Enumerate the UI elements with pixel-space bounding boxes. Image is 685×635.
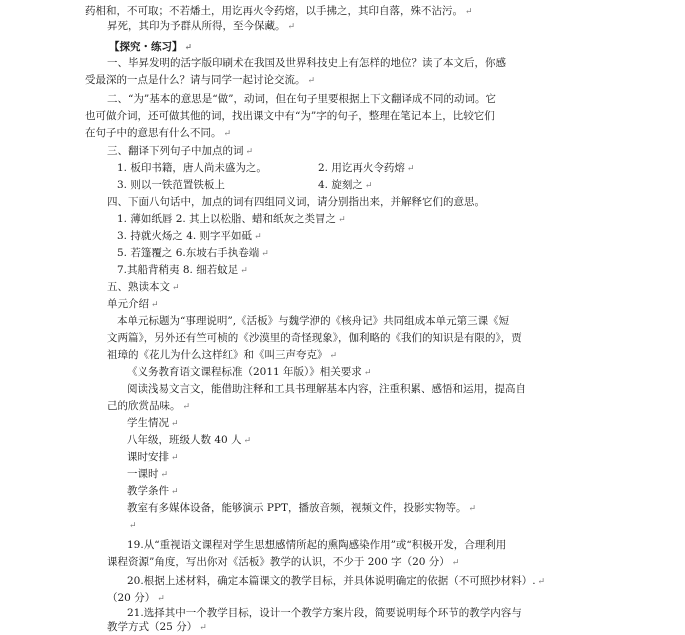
question-20: 20.根据上述材料，确定本篇课文的教学目标，并具体说明确定的依据（不可照抄材料）. ↵ [127, 575, 546, 587]
translation-item: 4. 旋刻之 ↵ [318, 179, 373, 191]
text-line: 在句子中的意思有什么不同。 ↵ [85, 127, 232, 139]
text-line: 文两篇》，另外还有竺可桢的《沙漠里的奇怪现象》，伽利略的《我们的知识是有限的》，贾 [107, 332, 522, 344]
text-line: 教室有多媒体设备，能够演示 PPT，播放音频，视频文件，投影实物等。 ↵ [127, 502, 477, 514]
translation-item: 3. 则以一铁范置铁板上 [117, 179, 225, 191]
text-line: 四、下面八句话中，加点的词有四组同义词，请分别指出来，并解释它们的意思。 [107, 196, 485, 208]
synonym-item: 3. 持就火炀之 4. 则字平如砥 ↵ [117, 230, 262, 242]
blank-line: ↵ [129, 521, 137, 531]
text-line: 阅读浅易文言文，能借助注释和工具书理解基本内容，注重积累、感悟和运用，提高自 [127, 383, 526, 395]
text-line: 三、翻译下列句子中加点的词 ↵ [107, 145, 254, 157]
text-line: 昇死，其印为予群从所得，至今保藏。 ↵ [107, 20, 296, 32]
question-20-cont: （20 分） ↵ [107, 592, 165, 604]
text-line: 己的欣赏品味。 ↵ [107, 400, 191, 412]
text-line: 受最深的一点是什么？请与同学一起讨论交流。 ↵ [85, 74, 316, 86]
text-line: 本单元标题为“事理说明”,《活板》与魏学洢的《核舟记》共同组成本单元第三课《短 [117, 315, 510, 327]
text-line: 二、“为”基本的意思是“做”，动词，但在句子里要根据上下文翻译成不同的动词。它 [107, 93, 496, 105]
section-heading: 《义务教育语文课程标准（2011 年版）》相关要求 ↵ [127, 366, 372, 378]
section-heading: 【探究・练习】 ↵ [109, 41, 193, 53]
question-19: 19.从“重视语文课程对学生思想感情所起的熏陶感染作用”或“积极开发，合理利用 [127, 539, 507, 551]
text-line: 药相和，不可取；不若燔土，用讫再火令药熔，以手拂之，其印自落，殊不沾污。 ↵ [85, 5, 473, 17]
question-19-cont: 课程资源”角度，写出你对《活板》教学的认识，不少于 200 字（20 分） ↵ [107, 556, 460, 568]
synonym-item: 7.其船背稍夷 8. 细若蚊足 ↵ [117, 264, 248, 276]
text-line: 祖璋的《花儿为什么这样红》和《叫三声夸克》 ↵ [107, 349, 338, 361]
section-heading: 课时安排 ↵ [127, 451, 179, 463]
text-line: 八年级，班级人数 40 人 ↵ [127, 434, 252, 446]
translation-item: 1. 板印书籍，唐人尚未盛为之。 [117, 162, 267, 174]
section-heading: 学生情况 ↵ [127, 417, 179, 429]
synonym-item: 1. 薄如纸唇 2. 其上以松脂、蜡和纸灰之类冒之 ↵ [117, 213, 346, 225]
text-line: 五、熟读本文 ↵ [107, 281, 180, 293]
text-line: 一、毕昇发明的活字版印刷术在我国及世界科技史上有怎样的地位？读了本文后，你感 [107, 57, 506, 69]
synonym-item: 5. 若篷覆之 6.东坡右手执卷端 ↵ [117, 247, 269, 259]
translation-item: 2. 用讫再火令药熔 ↵ [318, 162, 415, 174]
section-heading: 单元介绍 ↵ [107, 298, 159, 310]
text-line: 一课时 ↵ [127, 468, 169, 480]
question-21-cont: 教学方式（25 分） ↵ [107, 621, 207, 633]
section-heading: 教学条件 ↵ [127, 485, 179, 497]
text-line: 也可做介词，还可做其他的词，找出课文中有“为”字的句子，整理在笔记本上，比较它们 [85, 110, 495, 122]
question-21: 21.选择其中一个教学目标，设计一个教学方案片段，简要说明每个环节的教学内容与 [127, 607, 522, 619]
